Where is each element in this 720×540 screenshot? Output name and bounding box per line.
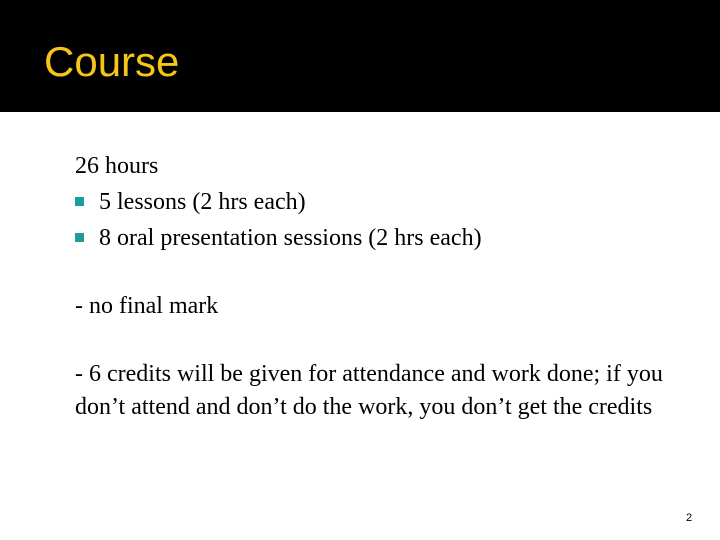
body-line-hours: 26 hours [75, 153, 159, 179]
note-no-final-mark: - no final mark [75, 293, 219, 319]
bullet-item-label: 5 lessons (2 hrs each) [99, 189, 306, 215]
page-number: 2 [686, 512, 693, 524]
square-bullet-icon [75, 233, 84, 242]
spacer [75, 324, 695, 358]
slide-title: Course [44, 38, 180, 85]
note-credits: - 6 credits will be given for attendance and work done; if you don’t attend and don’t do the work, you don’t get the credits [75, 361, 663, 420]
bullet-item-label: 8 oral presentation sessions (2 hrs each) [99, 225, 482, 251]
square-bullet-icon [75, 197, 84, 206]
bullet-item-lessons [75, 184, 695, 220]
bullet-item-presentations [75, 220, 695, 256]
spacer [75, 256, 695, 288]
slide-body [75, 148, 695, 424]
